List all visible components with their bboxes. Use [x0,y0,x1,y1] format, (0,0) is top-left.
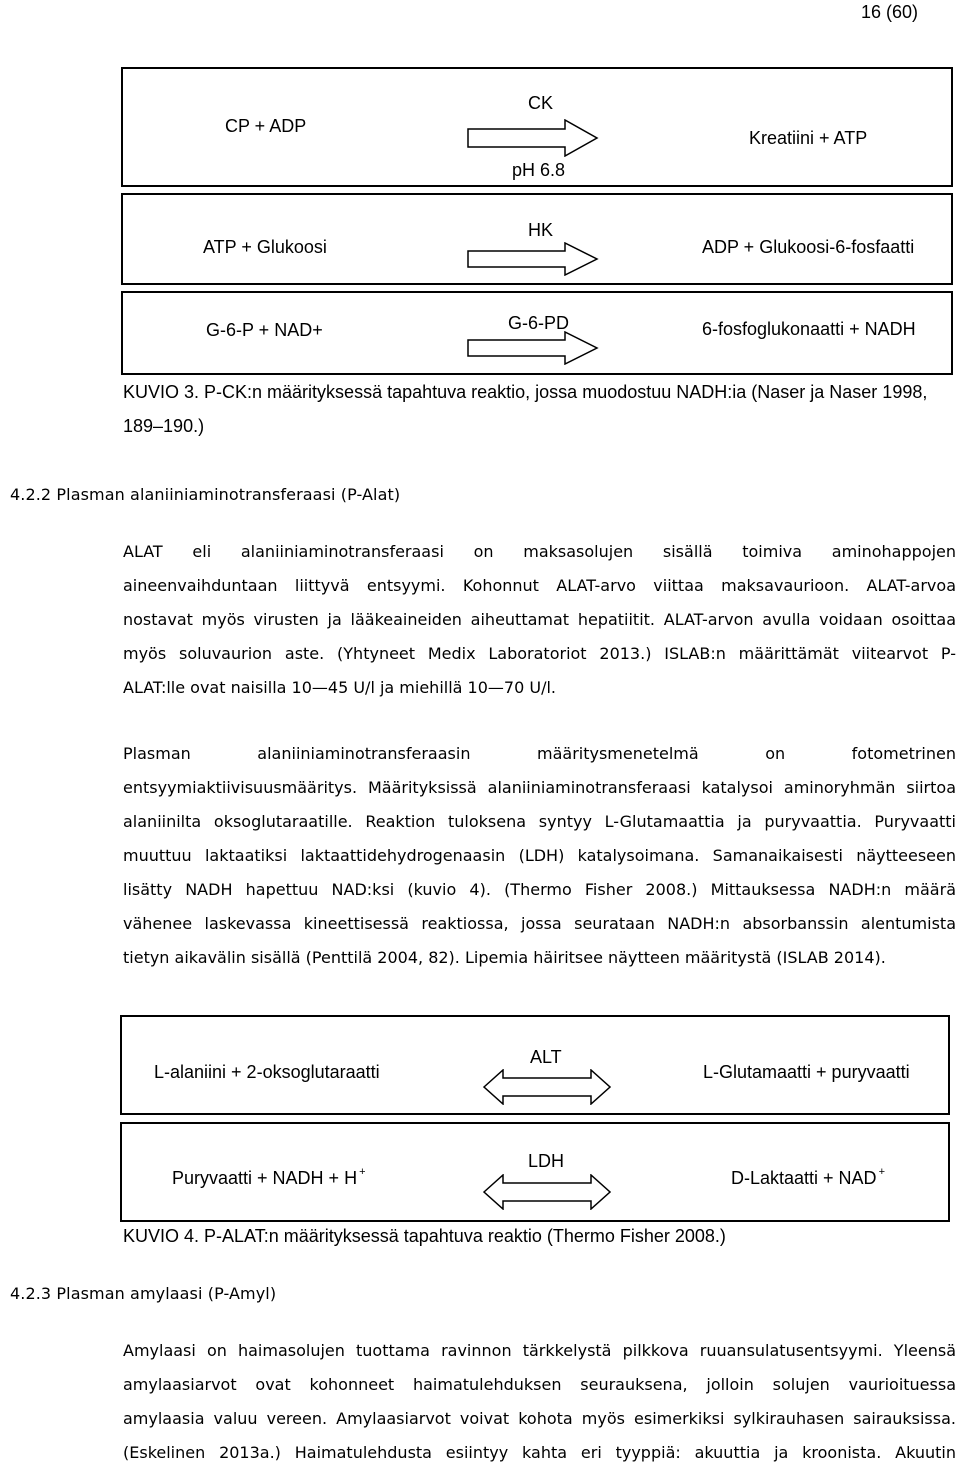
paragraph-line: tietyn aikavälin sisällä (Penttilä 2004, 82). Lipemia häiritsee näytteen määritystä (ISLAB 2014). [123,948,886,967]
paragraph-line: Plasman alaniiniaminotransferaasin määritysmenetelmä on fotometrinen [123,744,956,763]
forward-arrow-icon [467,331,599,365]
paragraph-line: ALAT eli alaniiniaminotransferaasi on maksasolujen sisällä toimiva aminohappojen [123,542,956,561]
figure-caption: KUVIO 3. P-CK:n määrityksessä tapahtuva reaktio, jossa muodostuu NADH:ia (Naser ja Naser 1998, [123,382,928,402]
paragraph-line: amylaasiarvot ovat kohonneet haimatulehduksen seurauksena, jolloin solujen vaurioituessa [123,1375,956,1394]
condition-label: pH 6.8 [512,160,566,180]
enzyme-label: ALT [530,1047,562,1067]
substrate-label: CP + ADP [225,116,307,136]
enzyme-label: G-6-PD [508,313,570,333]
paragraph-line: (Eskelinen 2013a.) Haimatulehdusta esiintyy kahta eri tyyppiä: akuuttia ja kroonista. Akuutin [123,1443,956,1462]
product-label: 6-fosfoglukonaatti + NADH [702,319,916,339]
paragraph-line: entsyymiaktiivisuusmääritys. Määrityksissä alaniiniaminotransferaasi katalysoi aminoryhmän siirtoa [123,778,956,797]
section-heading: 4.2.2 Plasman alaniiniaminotransferaasi (P-Alat) [10,485,401,504]
paragraph-line: alaniinilta oksoglutaraatille. Reaktion tuloksena syntyy L-Glutamaattia ja puryvaattia. Puryvaatti [123,812,956,831]
enzyme-label: LDH [528,1151,565,1171]
paragraph-line: myös soluvaurion aste. (Yhtyneet Medix Laboratoriot 2013.) ISLAB:n määrittämät viitearvot P- [123,644,956,663]
forward-arrow-icon [467,119,599,157]
paragraph-line: vähenee laskevassa kineettisessä reaktiossa, jossa seurataan NADH:n absorbanssin alentumista [123,914,956,933]
product-label: L-Glutamaatti + puryvaatti [703,1062,910,1082]
paragraph-line: aineenvaihduntaan liittyvä entsyymi. Kohonnut ALAT-arvo viittaa maksavaurioon. ALAT-arvoa [123,576,956,595]
paragraph [123,1334,956,1470]
paragraph-line: muuttuu laktaatiksi laktaattidehydrogenaasin (LDH) katalysoimana. Samanaikaisesti näytteeseen [123,846,956,865]
product-label: Kreatiini + ATP [749,128,868,148]
enzyme-label: HK [528,220,554,240]
reversible-arrow-icon [483,1069,611,1105]
figure-caption-continued: 189–190.) [123,416,205,436]
paragraph-line: Amylaasi on haimasolujen tuottama ravinnon tärkkelystä pilkkova ruuansulatusentsyymi. Yleensä [123,1341,956,1360]
paragraph-line: ALAT:lle ovat naisilla 10—45 U/l ja miehillä 10—70 U/l. [123,678,556,697]
reversible-arrow-icon [483,1174,611,1210]
superscript: + [359,1166,366,1178]
paragraph-line: lisätty NADH hapettuu NAD:ksi (kuvio 4). (Thermo Fisher 2008.) Mittauksessa NADH:n määrä [123,880,956,899]
substrate-label: G-6-P + NAD+ [206,320,323,340]
substrate-label [172,1166,366,1189]
product-label [731,1166,885,1189]
figure-caption: KUVIO 4. P-ALAT:n määrityksessä tapahtuva reaktio (Thermo Fisher 2008.) [123,1226,726,1246]
substrate-label: ATP + Glukoosi [203,237,327,257]
substrate-text: Puryvaatti + NADH + H [172,1168,358,1188]
product-text: D-Laktaatti + NAD [731,1168,877,1188]
forward-arrow-icon [467,242,599,276]
superscript: + [878,1166,885,1178]
substrate-label: L-alaniini + 2-oksoglutaraatti [154,1062,380,1082]
enzyme-label: CK [528,93,554,113]
paragraph [123,737,956,975]
page-number: 16 (60) [860,2,918,22]
section-heading: 4.2.3 Plasman amylaasi (P-Amyl) [10,1284,277,1303]
paragraph-line: nostavat myös virusten ja lääkeaineiden aiheuttamat hepatiitit. ALAT-arvon avulla voidaan osoittaa [123,610,956,629]
product-label: ADP + Glukoosi-6-fosfaatti [702,237,915,257]
paragraph [123,535,956,705]
paragraph-line: amylaasia valuu vereen. Amylaasiarvot voivat kohota myös esimerkiksi sylkirauhasen sairauksissa. [123,1409,956,1428]
